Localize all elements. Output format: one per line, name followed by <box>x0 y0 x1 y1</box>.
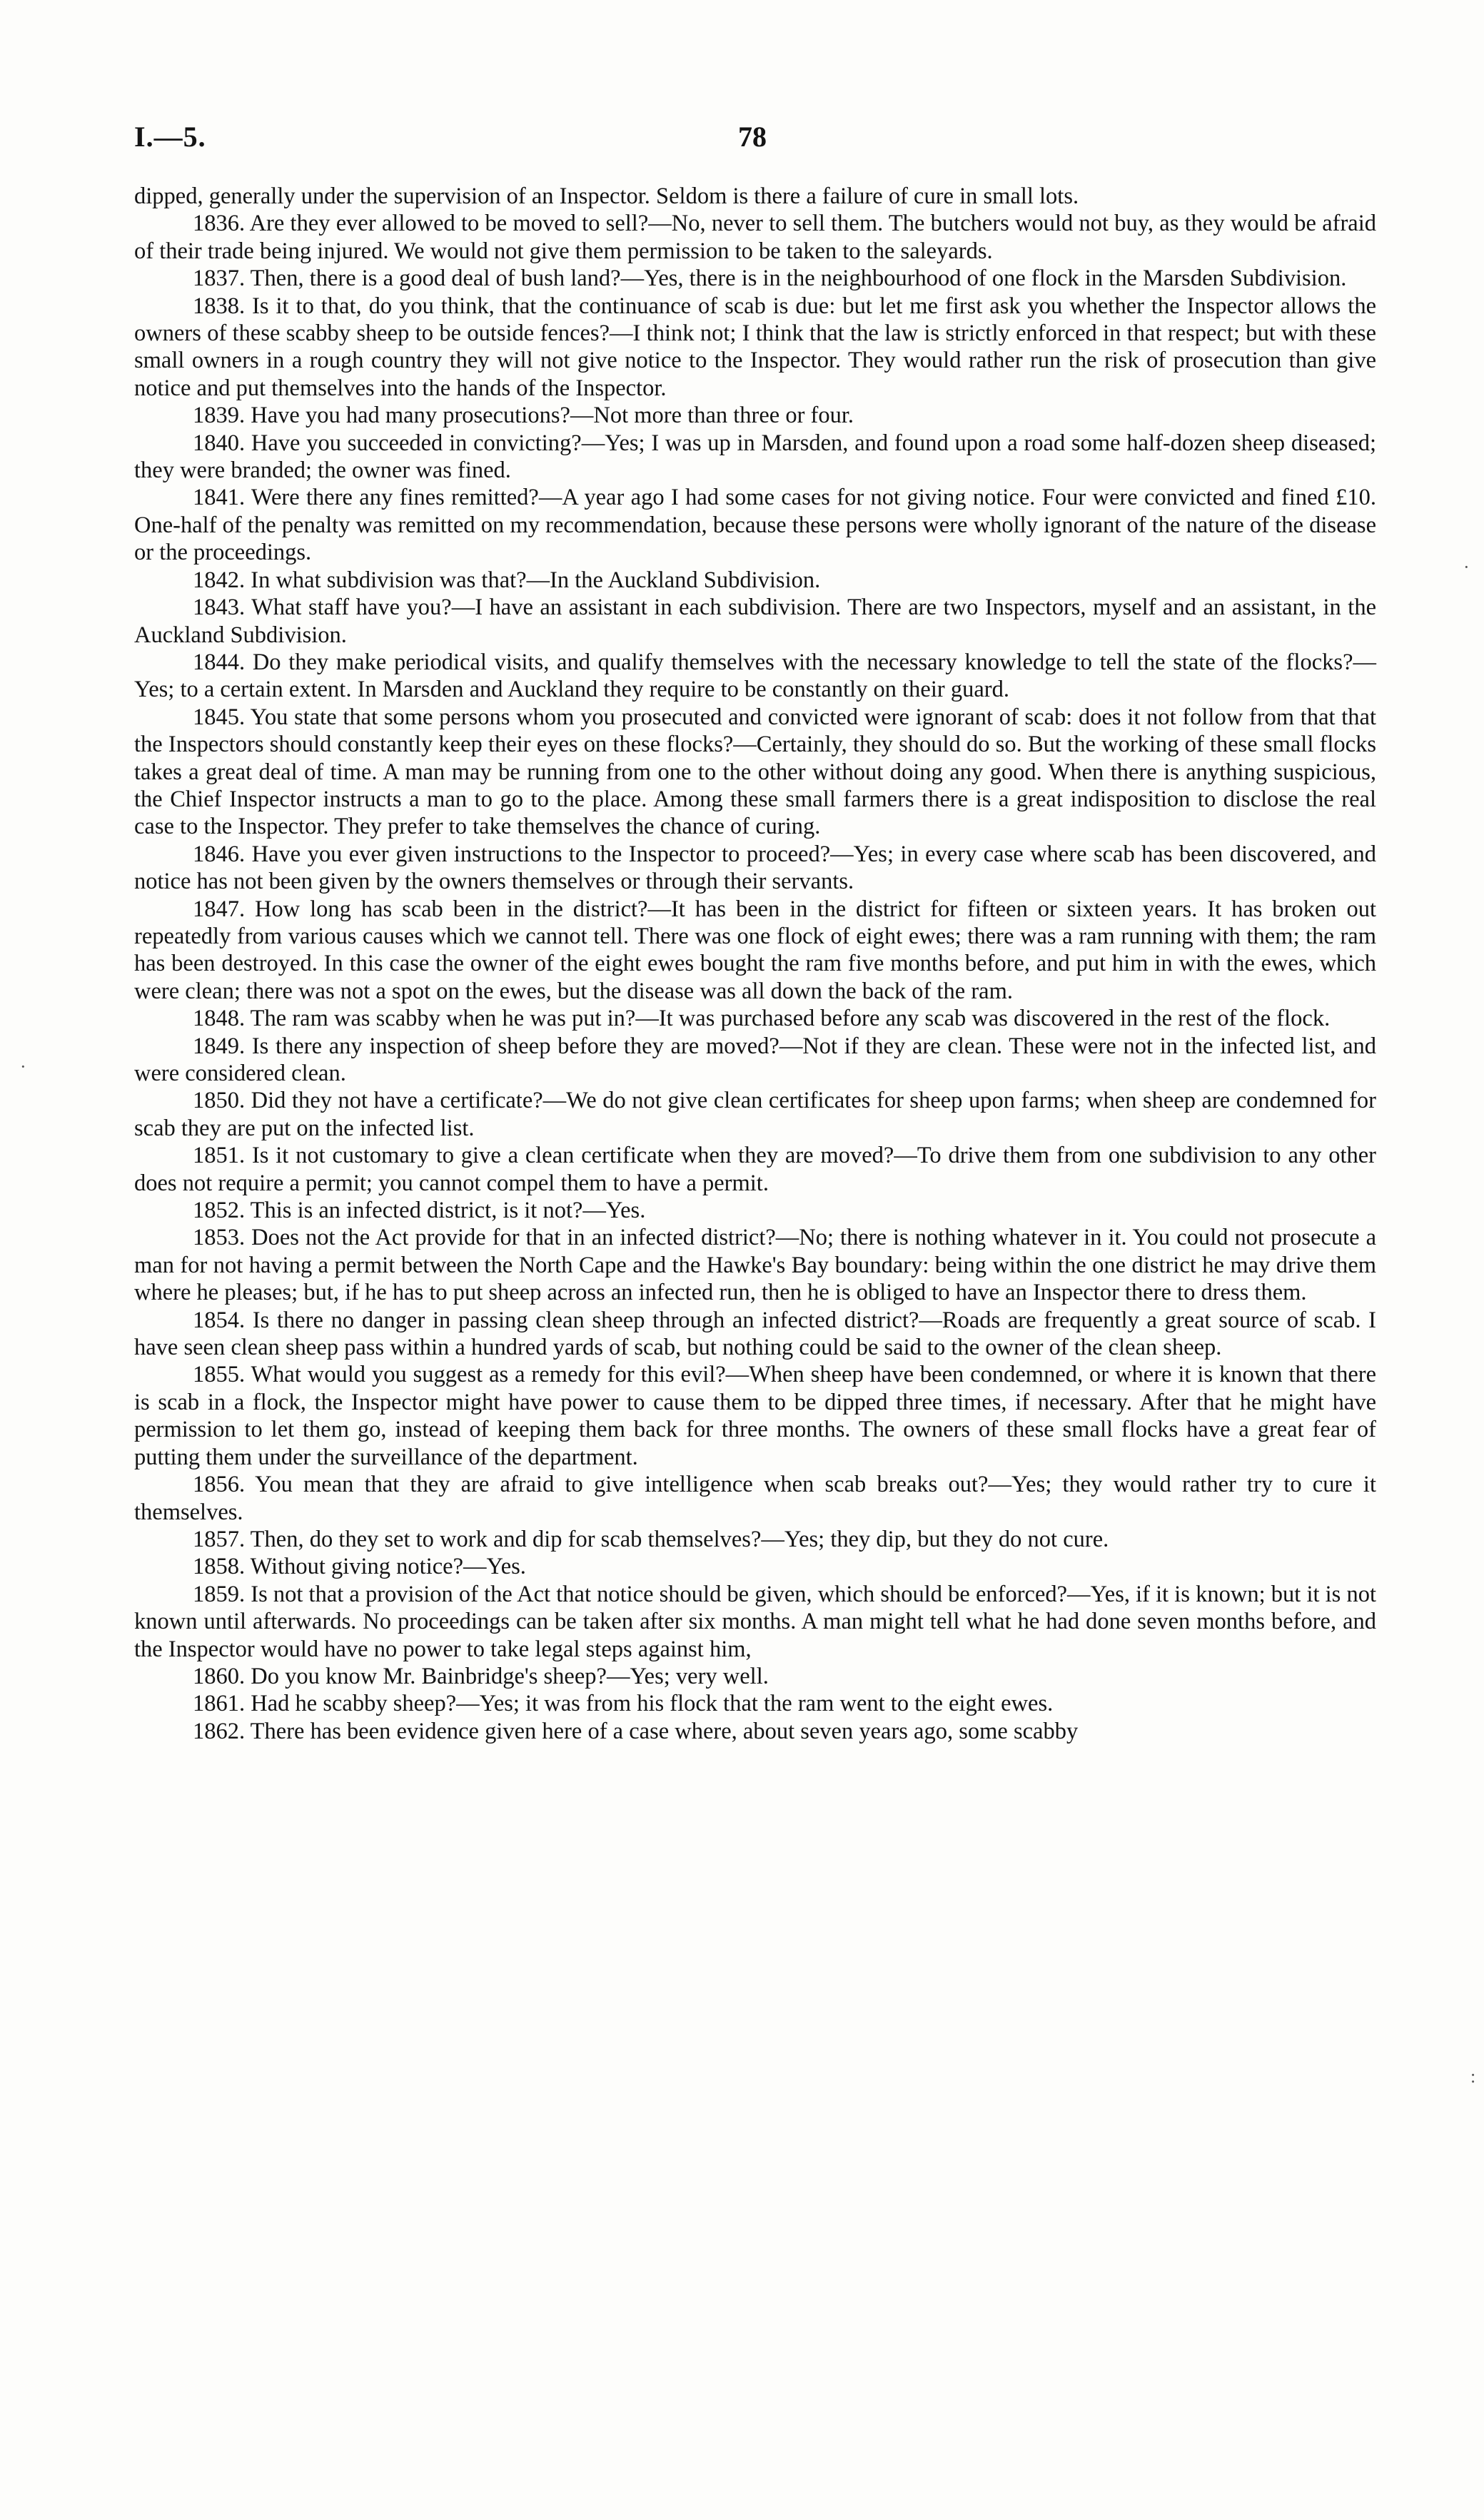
question-1838: 1838. Is it to that, do you think, that the continuance of scab is due: but let me first ask you whether the Inspector allows the owners of these scabby sheep to be outside fences?—I think not; I think that the law is strictly enforced in that respect; but with these small owners in a rough country they will not give notice to the Inspector. They would rather run the risk of prosecution than give notice and put themselves into the hands of the Inspector. <box>134 293 1376 401</box>
question-1842: 1842. In what subdivision was that?—In the Auckland Subdivision. <box>193 567 821 593</box>
question-1855: 1855. What would you suggest as a remedy for this evil?—When sheep have been condemned, or where it is known that there is scab in a flock, the Inspector might have power to cause them to be dipped three times, if necessary. After that he might have permission to let them go, instead of keeping them back for three months. The owners of these small flocks have a great fear of putting them under the surveillance of the department. <box>134 1362 1376 1470</box>
question-1851: 1851. Is it not customary to give a clean certificate when they are moved?—To drive them from one subdivision to any other does not require a permit; you cannot compel them to have a permit. <box>134 1143 1376 1196</box>
question-1852: 1852. This is an infected district, is it not?—Yes. <box>193 1198 646 1224</box>
question-1862: 1862. There has been evidence given here of a case where, about seven years ago, some scabby <box>193 1718 1079 1744</box>
question-1839: 1839. Have you had many prosecutions?—Not more than three or four. <box>193 403 854 429</box>
question-1850: 1850. Did they not have a certificate?—We do not give clean certificates for sheep upon farms; when sheep are condemned for scab they are put on the infected list. <box>134 1088 1376 1141</box>
question-1848: 1848. The ram was scabby when he was put in?—It was purchased before any scab was discovered in the rest of the flock. <box>193 1006 1331 1032</box>
question-1837: 1837. Then, there is a good deal of bush land?—Yes, there is in the neighbourhood of one flock in the Marsden Subdivision. <box>193 265 1347 292</box>
question-1859: 1859. Is not that a provision of the Act that notice should be given, which should be enforced?—Yes, if it is known; but it is not known until afterwards. No proceedings can be taken after six months. A man might tell what he had done seven months before, and the Inspector would have no power to take legal steps against him, <box>134 1581 1376 1662</box>
question-1846: 1846. Have you ever given instructions to the Inspector to proceed?—Yes; in every case where scab has been discovered, and notice has not been given by the owners themselves or through their servants. <box>134 841 1376 895</box>
page-number: 78 <box>738 121 767 153</box>
question-1847: 1847. How long has scab been in the district?—It has been in the district for fifteen or sixteen years. It has broken out repeatedly from various causes which we cannot tell. There was one flock of eight ewes; there was a ram running with them; the ram has been destroyed. In this case the owner of the eight ewes bought the ram five months before, and put him in with the ewes, which were clean; there was not a spot on the ewes, but the disease was all down the back of the ram. <box>134 896 1376 1004</box>
question-1844: 1844. Do they make periodical visits, and qualify themselves with the necessary knowledge to tell the state of the flocks?—Yes; to a certain extent. In Marsden and Auckland they require to be constantly on their guard. <box>134 649 1376 703</box>
question-1849: 1849. Is there any inspection of sheep before they are moved?—Not if they are clean. These were not in the infected list, and were considered clean. <box>134 1033 1376 1086</box>
margin-mark: : <box>1470 2066 1476 2087</box>
page-header <box>134 120 1376 163</box>
question-1857: 1857. Then, do they set to work and dip for scab themselves?—Yes; they dip, but they do not cure. <box>193 1526 1109 1552</box>
paragraph-continuation: dipped, generally under the supervision of an Inspector. Seldom is there a failure of cure in small lots. <box>134 183 1079 209</box>
question-1854: 1854. Is there no danger in passing clean sheep through an infected district?—Roads are frequently a great source of scab. I have seen clean sheep pass within a hundred yards of scab, but nothing could be said to the owner of the clean sheep. <box>134 1307 1376 1361</box>
question-1840: 1840. Have you succeeded in convicting?—Yes; I was up in Marsden, and found upon a road some half-dozen sheep diseased; they were branded; the owner was fined. <box>134 430 1376 484</box>
question-1843: 1843. What staff have you?—I have an assistant in each subdivision. There are two Inspectors, myself and an assistant, in the Auckland Subdivision. <box>134 594 1376 648</box>
question-1841: 1841. Were there any fines remitted?—A year ago I had some cases for not giving notice. Four were convicted and fined £10. One-half of the penalty was remitted on my recommendation, because these persons were wholly ignorant of the nature of the disease or the proceedings. <box>134 485 1376 566</box>
question-1858: 1858. Without giving notice?—Yes. <box>193 1554 526 1580</box>
question-1861: 1861. Had he scabby sheep?—Yes; it was from his flock that the ram went to the eight ewes. <box>193 1691 1054 1717</box>
document-reference: I.—5. <box>134 121 206 153</box>
question-1856: 1856. You mean that they are afraid to give intelligence when scab breaks out?—Yes; they would rather try to cure it themselves. <box>134 1472 1376 1525</box>
evidence-text <box>134 183 1376 1745</box>
question-1836: 1836. Are they ever allowed to be moved to sell?—No, never to sell them. The butchers would not buy, as they would be afraid of their trade being injured. We would not give them permission to be taken to the saleyards. <box>134 211 1376 264</box>
margin-mark: · <box>1463 557 1470 577</box>
question-1860: 1860. Do you know Mr. Bainbridge's sheep?—Yes; very well. <box>193 1663 769 1689</box>
question-1845: 1845. You state that some persons whom you prosecuted and convicted were ignorant of scab: does it not follow from that that the Inspectors should constantly keep their eyes on these flocks?—Certainly, they should do so. But the working of these small flocks takes a great deal of time. A man may be running from one to the other without doing any good. When there is anything suspicious, the Chief Inspector instructs a man to go to the place. Among these small farmers there is a great indisposition to disclose the real case to the Inspector. They prefer to take themselves the chance of curing. <box>134 704 1376 840</box>
question-1853: 1853. Does not the Act provide for that in an infected district?—No; there is nothing whatever in it. You could not prosecute a man for not having a permit between the North Cape and the Hawke's Bay boundary: being within the one district he may drive them where he pleases; but, if he has to put sheep across an infected run, then he is obliged to have an Inspector there to dress them. <box>134 1225 1376 1306</box>
margin-mark: · <box>20 1056 26 1077</box>
